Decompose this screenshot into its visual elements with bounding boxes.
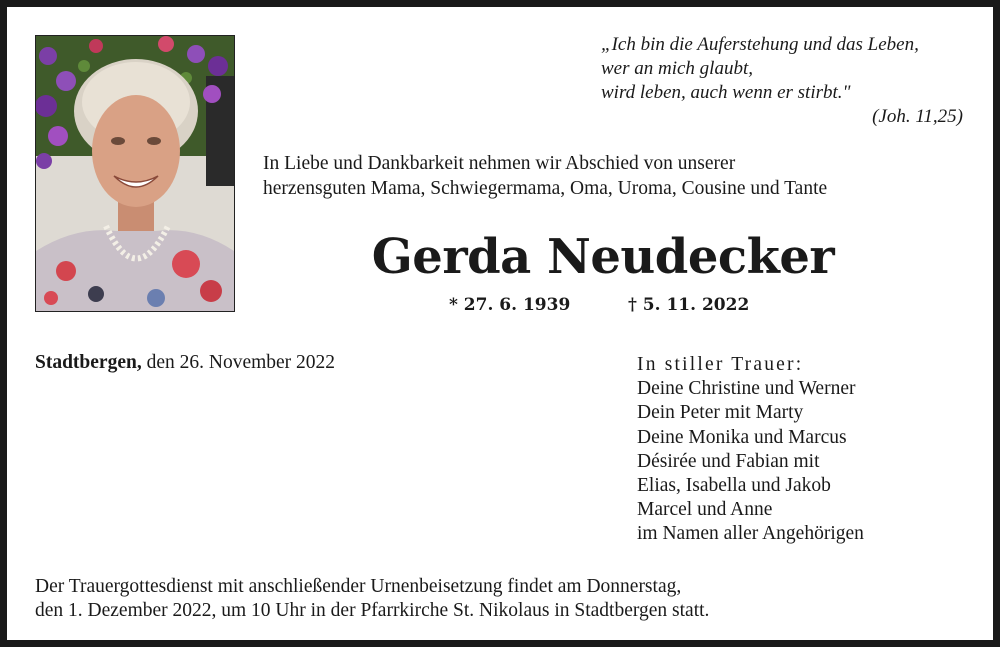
place-and-date xyxy=(35,352,335,374)
bible-quote xyxy=(601,33,971,129)
mourner-line: Dein Peter mit Marty xyxy=(637,402,804,424)
birth-date: * 27. 6. 1939 xyxy=(449,295,571,315)
quote-reference: (Joh. 11,25) xyxy=(872,106,963,127)
portrait-photo xyxy=(35,35,235,312)
mourners-heading: In stiller Trauer: xyxy=(637,354,804,375)
mourner-line: Désirée und Fabian mit xyxy=(637,450,820,472)
quote-line: wer an mich glaubt, xyxy=(601,58,753,79)
portrait-image xyxy=(36,36,234,311)
intro-line: herzensguten Mama, Schwiegermama, Oma, Uroma, Cousine und Tante xyxy=(263,178,828,199)
death-date: † 5. 11. 2022 xyxy=(628,295,750,315)
service-line: Der Trauergottesdienst mit anschließender Urnenbeisetzung findet am Donnerstag, xyxy=(35,576,682,597)
intro-line: In Liebe und Dankbarkeit nehmen wir Abschied von unserer xyxy=(263,153,736,174)
mourner-line: Deine Monika und Marcus xyxy=(637,426,847,448)
mourners-list xyxy=(637,353,977,547)
funeral-service-info xyxy=(35,575,985,623)
mourner-line: Marcel und Anne xyxy=(637,499,773,521)
service-line: den 1. Dezember 2022, um 10 Uhr in der Pfarrkirche St. Nikolaus in Stadtbergen statt. xyxy=(35,600,710,621)
quote-line: wird leben, auch wenn er stirbt." xyxy=(601,82,851,103)
mourner-line: im Namen aller Angehörigen xyxy=(637,523,864,545)
notice-date: den 26. November 2022 xyxy=(146,352,336,373)
place-name: Stadtbergen, xyxy=(35,352,142,373)
deceased-name: Gerda Neudecker xyxy=(371,229,835,285)
mourner-line: Deine Christine und Werner xyxy=(637,378,856,400)
intro-text xyxy=(263,151,993,201)
mourner-line: Elias, Isabella und Jakob xyxy=(637,475,831,497)
quote-line: „Ich bin die Auferstehung und das Leben, xyxy=(601,34,919,55)
